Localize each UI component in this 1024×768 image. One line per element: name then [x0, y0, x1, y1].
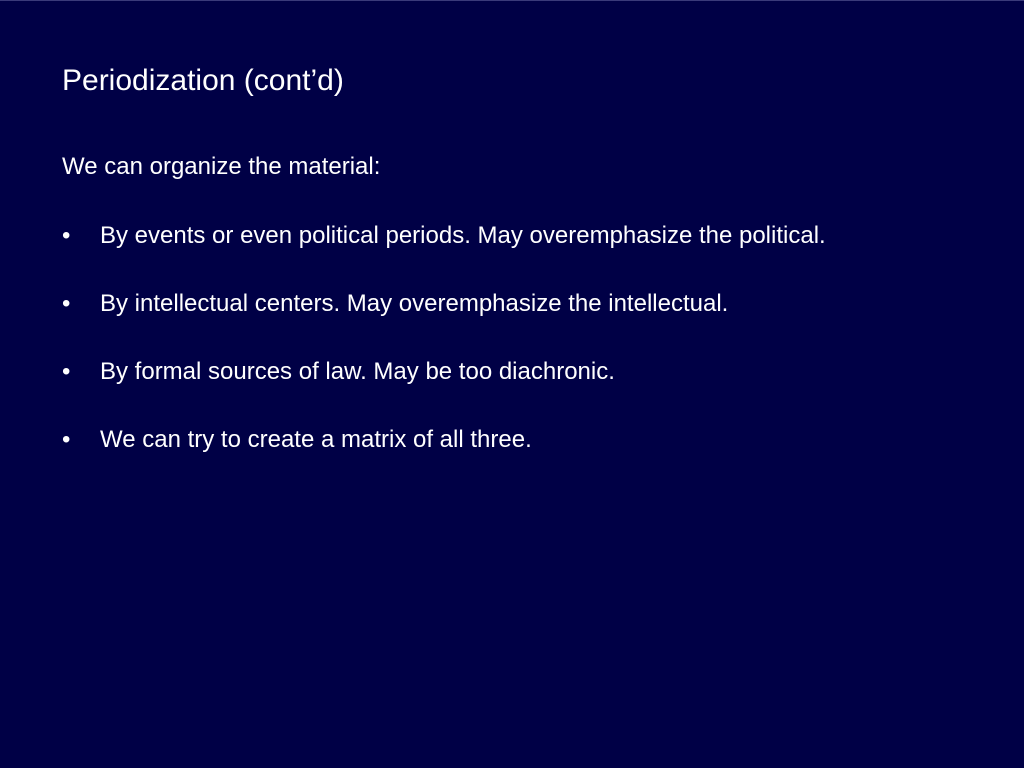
bullet-icon: • — [62, 358, 71, 385]
bullet-icon: • — [62, 222, 71, 249]
intro-text: We can organize the material: — [62, 153, 381, 180]
bullet-icon: • — [62, 290, 71, 317]
bullet-text: By formal sources of law. May be too diachronic. — [100, 358, 615, 385]
slide-title: Periodization (cont’d) — [62, 64, 344, 97]
bullet-text: By events or even political periods. May overemphasize the political. — [100, 222, 826, 249]
bullet-text: We can try to create a matrix of all three. — [100, 426, 532, 453]
bullet-icon: • — [62, 426, 71, 453]
bullet-text: By intellectual centers. May overemphasize the intellectual. — [100, 290, 729, 317]
